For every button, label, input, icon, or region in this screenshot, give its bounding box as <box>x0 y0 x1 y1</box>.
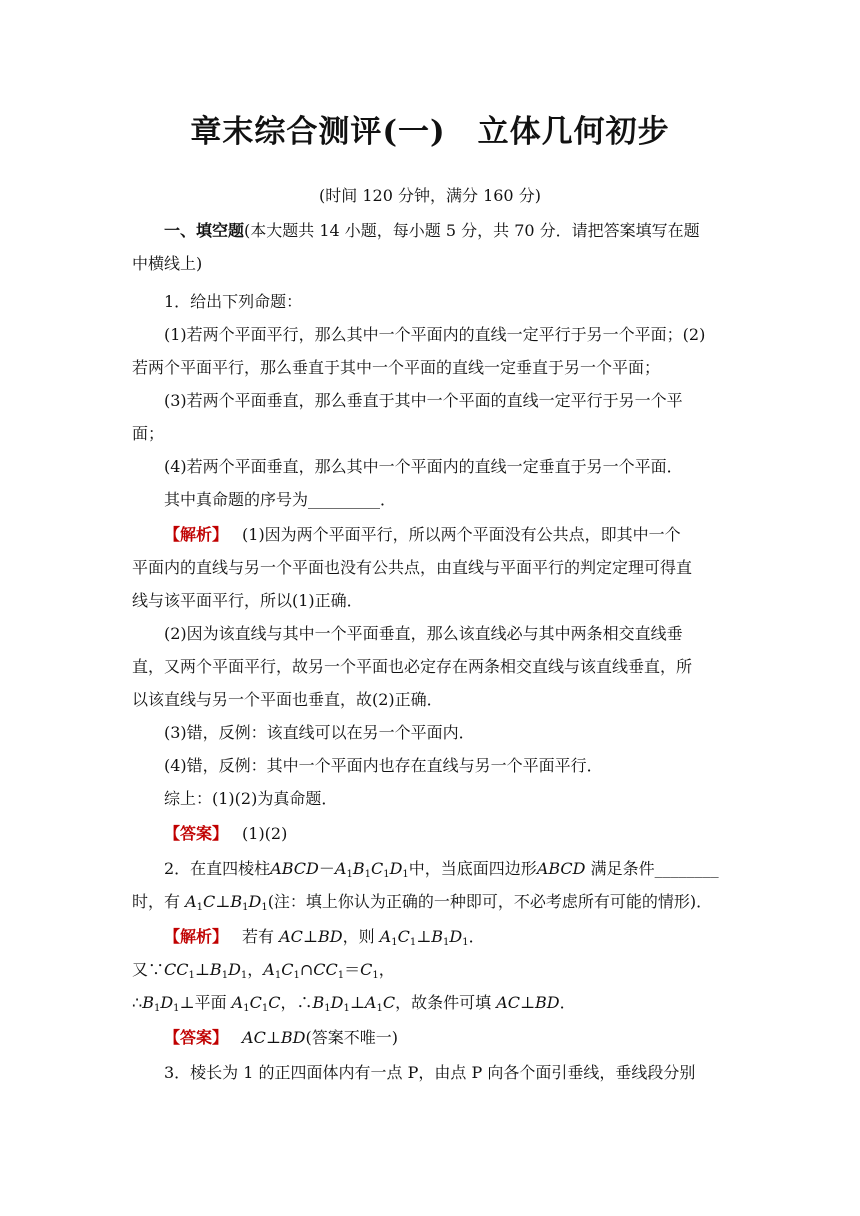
q1-summary: 综上：(1)(2)为真命题． <box>164 789 338 808</box>
q1-prop-3-cont: 面； <box>132 424 165 443</box>
page-title: 章末综合测评(一) 立体几何初步 <box>190 114 670 150</box>
q2-stem-cont: 时，有 $A_1C\perp B_1D_1$(注：填上你认为正确的一种即可，不必考虑所有可能的情形)． <box>132 892 713 913</box>
q1-analysis <box>164 524 681 546</box>
q1-analysis-line: (3)错，反例：该直线可以在另一个平面内． <box>164 723 475 742</box>
q3-stem: 3．棱长为 1 的正四面体内有一点 P，由点 P 向各个面引垂线，垂线段分别 <box>164 1063 696 1082</box>
q1-intro: 1．给出下列命题： <box>164 292 303 311</box>
q1-analysis-line: 直，又两个平面平行，故另一个平面也必定存在两条相交直线与该直线垂直，所 <box>132 657 693 676</box>
q1-answer <box>164 823 287 845</box>
answer-label: 【答案】 <box>164 1028 229 1047</box>
q1-prop-4: (4)若两个平面垂直，那么其中一个平面内的直线一定垂直于另一个平面． <box>164 457 683 476</box>
q1-prop-2: 若两个平面平行，那么垂直于其中一个平面的直线一定垂直于另一个平面； <box>132 358 661 377</box>
q2-analysis-line: $\therefore B_1D_1\perp$平面 $A_1C_1C$，$\therefore B_1D_1\perp A_1C$，故条件可填 AC⊥BD． <box>132 993 576 1014</box>
q1-prop-1: (1)若两个平面平行，那么其中一个平面内的直线一定平行于另一个平面；(2) <box>164 325 706 344</box>
q1-prop-3: (3)若两个平面垂直，那么垂直于其中一个平面的直线一定平行于另一个平 <box>164 391 683 410</box>
q2-answer: 【答案】 AC⊥BD(答案不唯一) <box>164 1028 398 1047</box>
q2-stem: 2．在直四棱柱$ABCD-A_1B_1C_1D_1$中，当底面四边形ABCD 满足条件________ <box>164 859 719 880</box>
analysis-text: (1)因为两个平面平行，所以两个平面没有公共点，即其中一个 <box>242 525 681 544</box>
answer-label: 【答案】 <box>164 824 229 843</box>
section-header <box>164 220 700 242</box>
section-desc: (本大题共 14 小题，每小题 5 分，共 70 分．请把答案填写在题 <box>244 221 700 240</box>
section-desc-cont: 中横线上) <box>132 254 203 273</box>
section-heading: 一、填空题 <box>164 221 245 240</box>
q1-analysis-line: 以该直线与另一个平面也垂直，故(2)正确． <box>132 690 443 709</box>
answer-text: (1)(2) <box>242 824 288 843</box>
q1-analysis-line: 线与该平面平行，所以(1)正确． <box>132 591 363 610</box>
q1-analysis-line: 平面内的直线与另一个平面也没有公共点，由直线与平面平行的判定定理可得直 <box>132 558 693 577</box>
q1-analysis-line: (2)因为该直线与其中一个平面垂直，那么该直线必与其中两条相交直线垂 <box>164 624 683 643</box>
q2-analysis-line: 又$\because CC_1\perp B_1D_1$，$A_1C_1\cap CC_1=C_1$， <box>132 960 395 981</box>
q1-question: 其中真命题的序号为_________． <box>164 490 397 509</box>
analysis-label: 【解析】 <box>164 927 229 946</box>
exam-meta: (时间 120 分钟，满分 160 分) <box>319 186 541 205</box>
analysis-label: 【解析】 <box>164 525 229 544</box>
q1-analysis-line: (4)错，反例：其中一个平面内也存在直线与另一个平面平行． <box>164 756 603 775</box>
q2-analysis: 【解析】 若有 AC⊥BD，则 $A_1C_1\perp B_1D_1$． <box>164 927 485 948</box>
